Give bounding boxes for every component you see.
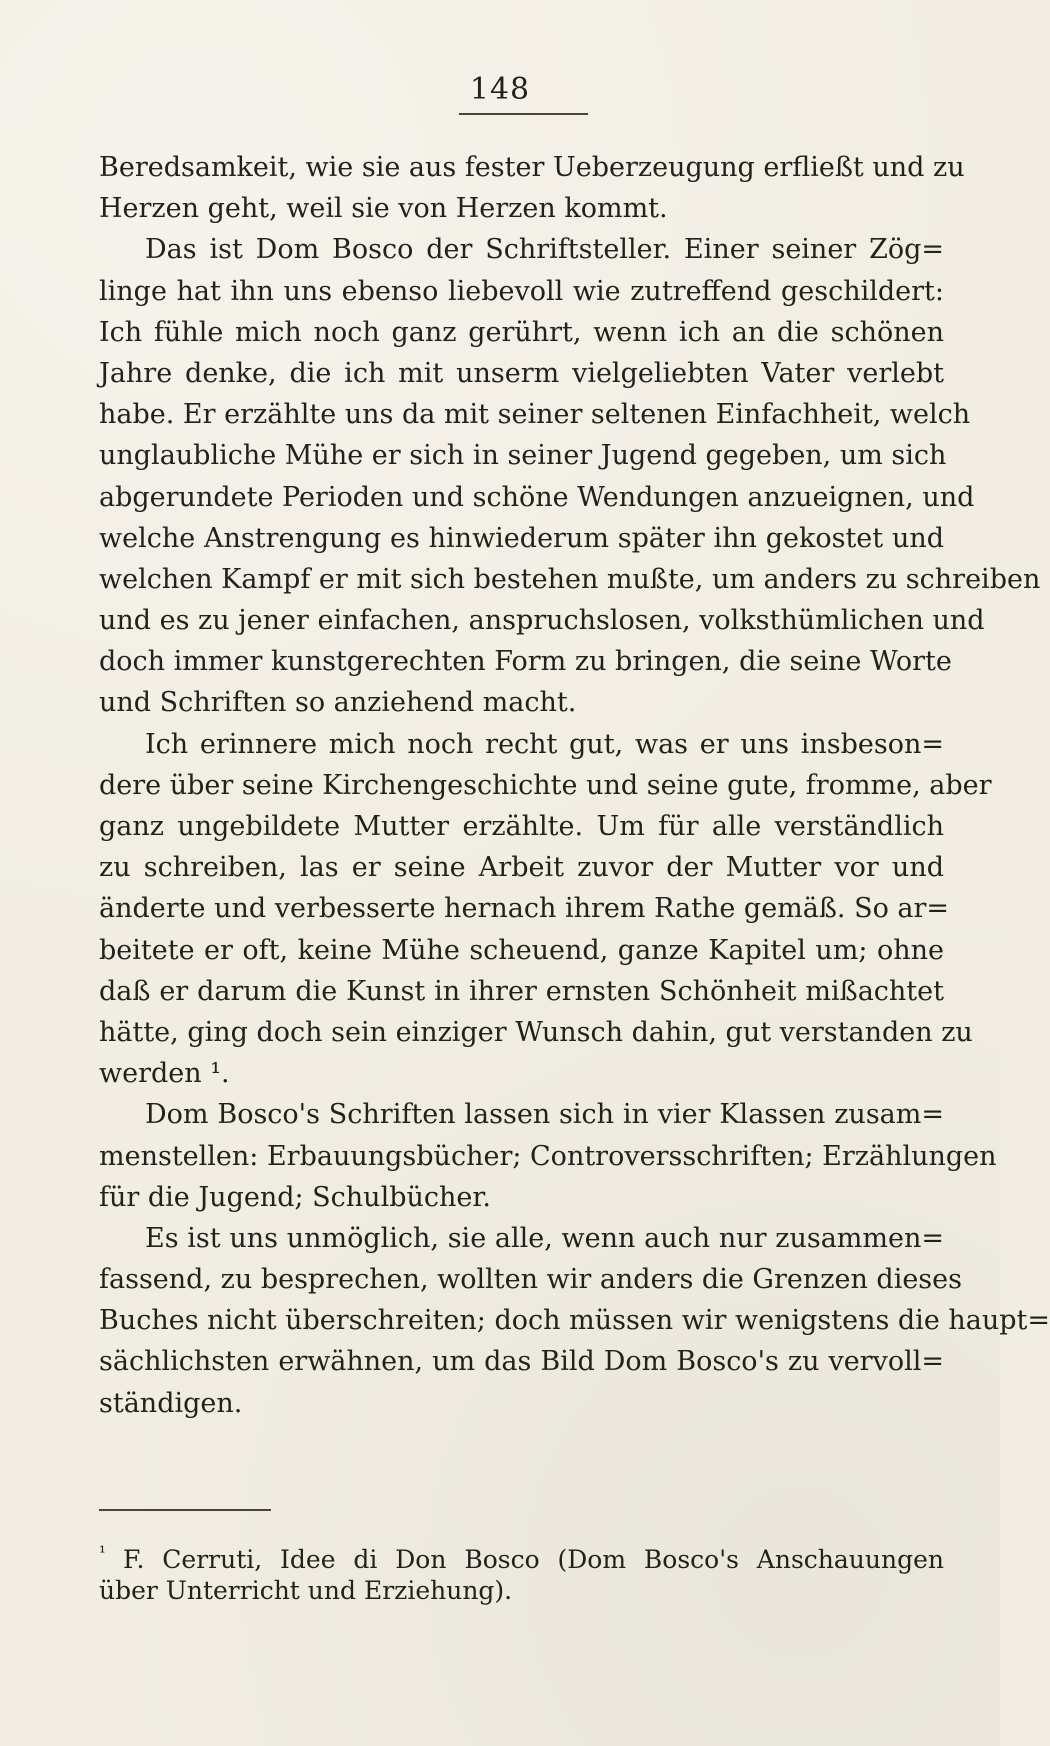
- text-line: welchen Kampf er mit sich bestehen mußte, um anders zu schreiben: [99, 563, 1041, 595]
- text-line: beitete er oft, keine Mühe scheuend, ganze Kapitel um; ohne: [99, 934, 944, 966]
- text-line: Dom Bosco's Schriften lassen sich in vier Klassen zusam=: [145, 1099, 944, 1131]
- text-line: änderte und verbesserte hernach ihrem Rathe gemäß. So ar=: [99, 893, 950, 925]
- text-line: Herzen geht, weil sie von Herzen kommt.: [99, 193, 668, 225]
- footnote-line: [99, 1534, 944, 1572]
- text-line: ganz ungebildete Mutter erzählte. Um für alle verständlich: [99, 811, 944, 842]
- text-line: Beredsamkeit, wie sie aus fester Ueberzeugung erfließt und zu: [99, 152, 965, 183]
- page-number: 148: [469, 72, 531, 107]
- text-line: für die Jugend; Schulbücher.: [99, 1181, 491, 1213]
- text-line: fassend, zu besprechen, wollten wir anders die Grenzen dieses: [99, 1264, 962, 1296]
- text-line: sächlichsten erwähnen, um das Bild Dom Bosco's zu vervoll=: [99, 1346, 944, 1378]
- text-line: Buches nicht überschreiten; doch müssen wir wenigstens die haupt=: [99, 1305, 1050, 1337]
- footnote-line: über Unterricht und Erziehung).: [99, 1576, 513, 1605]
- text-line: und Schriften so anziehend macht.: [99, 687, 577, 719]
- text-line: Ich fühle mich noch ganz gerührt, wenn ich an die schönen: [99, 316, 944, 348]
- text-line: zu schreiben, las er seine Arbeit zuvor der Mutter vor und: [99, 852, 944, 884]
- text-line: und es zu jener einfachen, anspruchslosen, volksthümlichen und: [99, 605, 985, 637]
- header-rule: [459, 113, 588, 115]
- text-line: doch immer kunstgerechten Form zu bringen, die seine Worte: [99, 646, 952, 678]
- text-line: abgerundete Perioden und schöne Wendungen anzueignen, und: [99, 481, 975, 513]
- body-text: [99, 147, 1050, 1424]
- text-line: Jahre denke, die ich mit unserm vielgeliebten Vater verlebt: [99, 357, 944, 389]
- text-line: Das ist Dom Bosco der Schriftsteller. Einer seiner Zög=: [145, 234, 944, 266]
- text-line: unglaubliche Mühe er sich in seiner Jugend gegeben, um sich: [99, 440, 947, 472]
- text-line: hätte, ging doch sein einziger Wunsch dahin, gut verstanden zu: [99, 1016, 973, 1048]
- footnotes: [99, 1534, 944, 1610]
- text-line: werden ¹.: [99, 1058, 230, 1090]
- text-line: dere über seine Kirchengeschichte und seine gute, fromme, aber: [99, 769, 992, 801]
- footnote-mark: ¹: [99, 1543, 106, 1563]
- text-line: Es ist uns unmöglich, sie alle, wenn auch nur zusammen=: [145, 1222, 944, 1254]
- footnote-text: F. Cerruti, Idee di Don Bosco (Dom Bosco's Anschauungen: [123, 1545, 944, 1574]
- footnote-rule: [99, 1509, 271, 1511]
- text-line: habe. Er erzählte uns da mit seiner seltenen Einfachheit, welch: [99, 399, 971, 431]
- text-line: linge hat ihn uns ebenso liebevoll wie zutreffend geschildert:: [99, 275, 944, 307]
- text-line: ständigen.: [99, 1387, 243, 1419]
- text-line: Ich erinnere mich noch recht gut, was er uns insbeson=: [145, 728, 944, 760]
- text-line: welche Anstrengung es hinwiederum später ihn gekostet und: [99, 522, 944, 554]
- text-line: menstellen: Erbauungsbücher; Controversschriften; Erzählungen: [99, 1140, 997, 1172]
- text-line: daß er darum die Kunst in ihrer ernsten Schönheit mißachtet: [99, 975, 944, 1007]
